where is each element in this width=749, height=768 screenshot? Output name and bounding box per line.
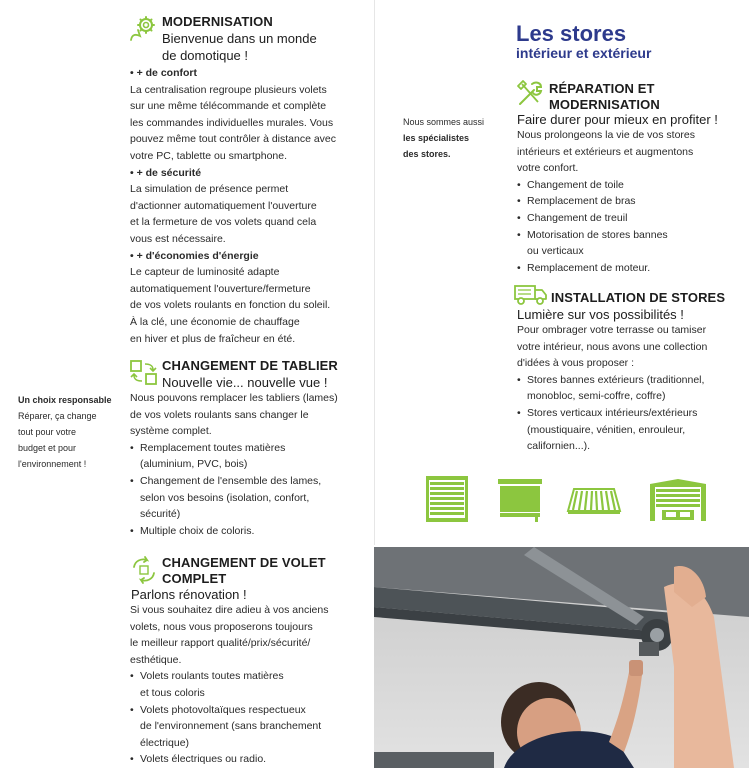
- body-line: d'idées à vous proposer :: [517, 357, 634, 370]
- volet-body: [130, 602, 365, 768]
- body-line: système complet.: [130, 425, 212, 438]
- body-line: Le capteur de luminosité adapte: [130, 266, 280, 279]
- reparation-title-1: RÉPARATION ET: [549, 81, 655, 96]
- side-note-line: tout pour votre: [18, 427, 77, 437]
- awning-icon: [566, 487, 622, 515]
- stores-main-subtitle: intérieur et extérieur: [516, 45, 652, 61]
- body-line: les commandes individuelles murales. Vous: [130, 116, 334, 129]
- body-line: votre confort.: [517, 162, 579, 175]
- body-line: volets, nous vous proposerons toujours: [130, 620, 313, 633]
- securite-heading: • + de sécurité: [130, 166, 202, 179]
- column-divider: [374, 0, 375, 545]
- side-note-bold: les spécialistes: [403, 133, 470, 143]
- volet-title-1: CHANGEMENT DE VOLET: [162, 555, 326, 570]
- tablier-title: CHANGEMENT DE TABLIER: [162, 358, 338, 373]
- list-item: • Remplacement de bras: [517, 193, 742, 210]
- list-item: • Stores verticaux intérieurs/extérieurs (moustiquaire, vénitien, enrouleur, californien...).: [517, 405, 742, 455]
- volet-title-2: COMPLET: [162, 571, 227, 586]
- body-line: le meilleur rapport qualité/prix/sécurité/: [130, 637, 311, 650]
- installation-body: [517, 322, 742, 455]
- list-item: • Changement de treuil: [517, 210, 742, 227]
- side-note-line: Nous sommes aussi: [403, 117, 485, 127]
- modernisation-body: [130, 65, 365, 347]
- side-note-line: Réparer, ça change: [18, 411, 97, 421]
- side-note-responsable: [18, 392, 122, 472]
- list-item: • Volets électriques ou radio.: [130, 751, 365, 768]
- body-line: esthétique.: [130, 653, 182, 666]
- body-line: d'actionner automatiquement l'ouverture: [130, 199, 317, 212]
- modernisation-subtitle-1: Bienvenue dans un monde: [162, 31, 317, 46]
- list-item: • Changement de l'ensemble des lames, selon vos besoins (isolation, confort, sécurité): [130, 473, 365, 523]
- side-note-line: l'environnement !: [18, 459, 87, 469]
- energie-heading: • + d'économies d'énergie: [130, 249, 259, 262]
- garage-door-icon: [648, 478, 708, 522]
- roller-shutter-icon: [425, 475, 469, 523]
- body-line: Nous prolongeons la vie de vos stores: [517, 129, 696, 141]
- body-line: pouvez même tout contrôler à distance avec: [130, 133, 337, 146]
- list-item: • Stores bannes extérieurs (traditionnel, monobloc, semi-coffre, coffre): [517, 372, 742, 405]
- reparation-title-2: MODERNISATION: [549, 97, 660, 112]
- volet-cycle-icon: [129, 555, 159, 585]
- repair-tools-icon: [514, 78, 546, 110]
- body-line: en hiver et plus de fraîcheur en été.: [130, 332, 296, 345]
- list-item: • Remplacement de moteur.: [517, 260, 742, 277]
- body-line: de vos volets roulants sans changer le: [130, 408, 309, 421]
- side-note-line: budget et pour: [18, 443, 77, 453]
- tablier-body: [130, 390, 365, 539]
- side-note-specialistes: [403, 114, 503, 162]
- side-note-heading: Un choix responsable: [18, 395, 112, 405]
- modernisation-subtitle-2: de domotique !: [162, 48, 249, 63]
- installation-subtitle: Lumière sur vos possibilités !: [517, 307, 684, 322]
- body-line: automatiquement l'ouverture/fermeture: [130, 282, 311, 295]
- body-line: La centralisation regroupe plusieurs volets: [130, 83, 327, 96]
- body-line: À la clé, une économie de chauffage: [130, 315, 300, 328]
- body-line: votre intérieur, nous avons une collection: [517, 340, 708, 353]
- body-line: Si vous souhaitez dire adieu à vos anciens: [130, 604, 329, 616]
- body-line: votre PC, tablette ou smartphone.: [130, 149, 288, 162]
- body-line: intérieurs et extérieurs et augmentons: [517, 145, 694, 158]
- tablier-swap-icon: [129, 358, 159, 388]
- installer-photo: [374, 547, 749, 768]
- list-item: • Volets roulants toutes matières et tous coloris: [130, 668, 365, 701]
- modernisation-gear-icon: [128, 14, 158, 44]
- body-line: Pour ombrager votre terrasse ou tamiser: [517, 324, 707, 336]
- volet-subtitle: Parlons rénovation !: [131, 587, 247, 602]
- body-line: vous est nécessaire.: [130, 232, 226, 245]
- modernisation-title: MODERNISATION: [162, 14, 273, 29]
- body-line: Nous pouvons remplacer les tabliers (lames): [130, 392, 338, 404]
- list-item: • Volets photovoltaïques respectueux de l'environnement (sans branchement électrique): [130, 702, 365, 752]
- installation-title: INSTALLATION DE STORES: [551, 290, 726, 305]
- list-item: • Multiple choix de coloris.: [130, 523, 365, 540]
- delivery-truck-icon: [514, 284, 548, 306]
- reparation-subtitle: Faire durer pour mieux en profiter !: [517, 112, 718, 127]
- vertical-blind-icon: [497, 477, 543, 523]
- body-line: et la fermeture de vos volets quand cela: [130, 216, 317, 229]
- stores-main-title: Les stores: [516, 21, 627, 46]
- tablier-subtitle: Nouvelle vie... nouvelle vue !: [162, 375, 328, 390]
- body-line: de vos volets roulants en fonction du soleil.: [130, 299, 331, 312]
- body-line: sur une même télécommande et complète: [130, 100, 327, 113]
- list-item: • Remplacement toutes matières (aluminium, PVC, bois): [130, 440, 365, 473]
- list-item: • Motorisation de stores bannes ou verticaux: [517, 227, 742, 260]
- body-line: La simulation de présence permet: [130, 183, 289, 196]
- side-note-bold: des stores.: [403, 149, 451, 159]
- list-item: • Changement de toile: [517, 177, 742, 194]
- reparation-body: [517, 127, 742, 276]
- confort-heading: • + de confort: [130, 67, 197, 79]
